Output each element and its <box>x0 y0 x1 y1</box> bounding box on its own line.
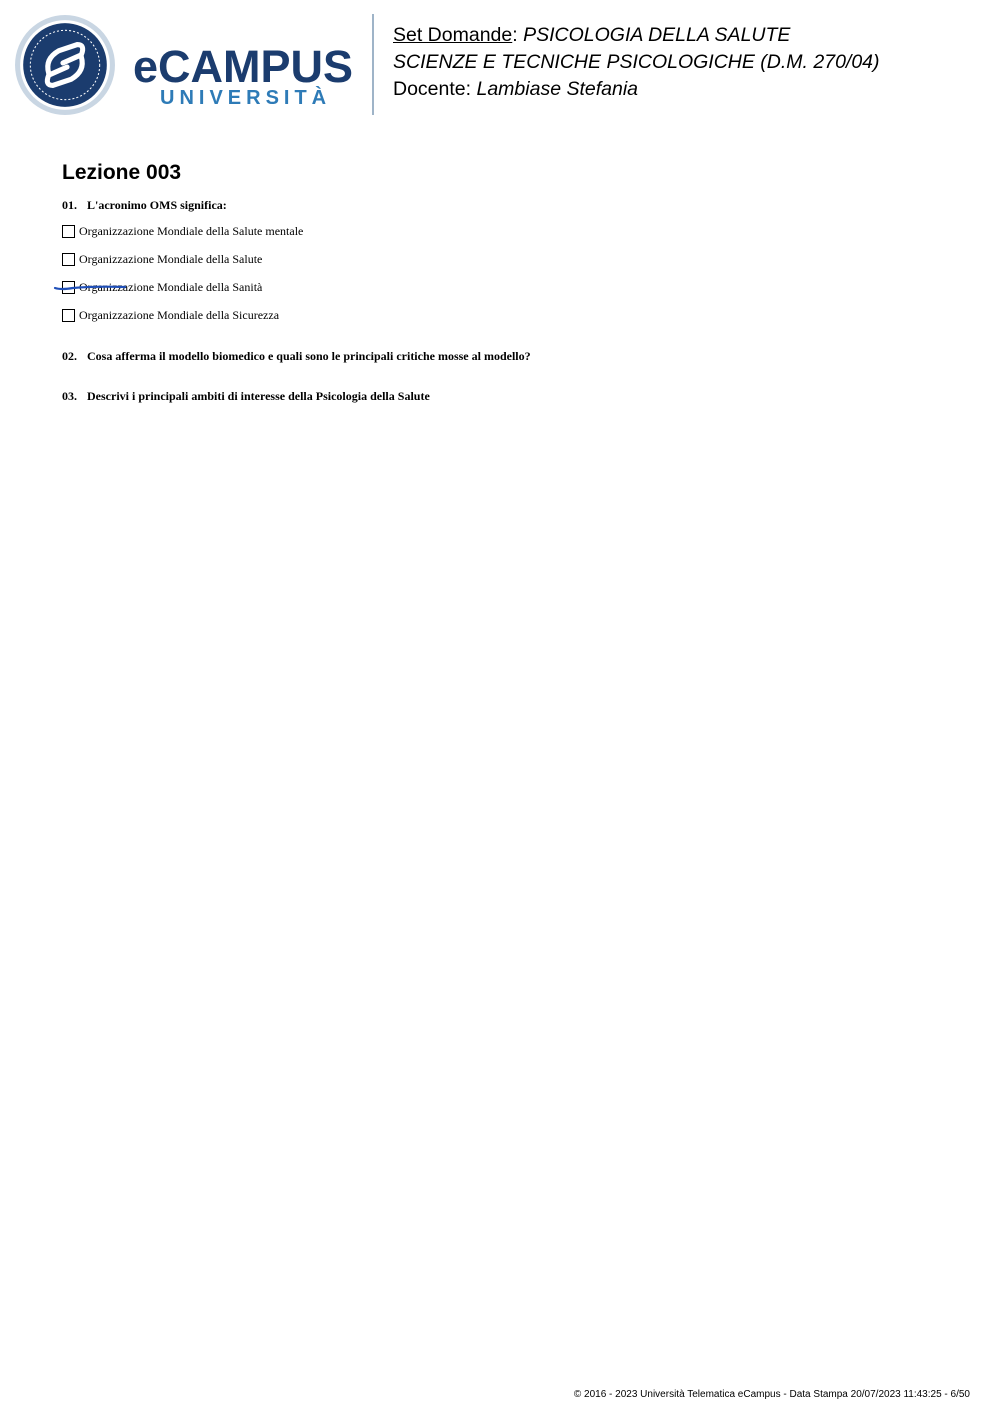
option-label: Organizzazione Mondiale della Sanità <box>79 280 263 294</box>
set-value: PSICOLOGIA DELLA SALUTE <box>523 24 791 46</box>
option-1[interactable] <box>62 224 303 239</box>
header-divider <box>372 14 374 115</box>
university-seal-logo <box>14 14 116 116</box>
question-text: Cosa afferma il modello biomedico e quali sono le principali critiche mosse al modello? <box>87 349 531 363</box>
handwritten-mark <box>53 280 128 294</box>
checkbox[interactable] <box>62 225 75 238</box>
question-number: 01. <box>62 198 77 212</box>
option-label: Organizzazione Mondiale della Sicurezza <box>79 308 280 322</box>
checkbox[interactable] <box>62 309 75 322</box>
logo-wordmark: eCAMPUS <box>133 41 354 92</box>
question-3 <box>62 389 430 404</box>
set-label: Set Domande <box>393 24 513 46</box>
checkbox[interactable] <box>62 253 75 266</box>
option-4[interactable] <box>62 308 279 323</box>
set-line <box>393 22 880 49</box>
option-2[interactable] <box>62 252 262 267</box>
question-text: Descrivi i principali ambiti di interesse della Psicologia della Salute <box>87 389 430 403</box>
teacher-name: Lambiase Stefania <box>476 78 639 100</box>
question-1 <box>62 198 227 213</box>
question-2 <box>62 349 531 364</box>
logo-subtitle: UNIVERSITÀ <box>160 87 332 109</box>
footer-text: © 2016 - 2023 Università Telematica eCampus - Data Stampa 20/07/2023 11:43:25 - 6/50 <box>573 1389 970 1400</box>
option-label: Organizzazione Mondiale della Salute mentale <box>79 224 304 238</box>
teacher-line <box>393 76 880 103</box>
set-colon: : <box>512 24 524 46</box>
question-number: 03. <box>62 389 77 403</box>
header-info <box>393 22 880 103</box>
question-number: 02. <box>62 349 77 363</box>
course-name: SCIENZE E TECNICHE PSICOLOGICHE (D.M. 270/04) <box>393 51 880 73</box>
teacher-label: Docente: <box>393 78 472 100</box>
question-text: L'acronimo OMS significa: <box>87 198 227 212</box>
lesson-title: Lezione 003 <box>62 161 182 184</box>
option-label: Organizzazione Mondiale della Salute <box>79 252 263 266</box>
